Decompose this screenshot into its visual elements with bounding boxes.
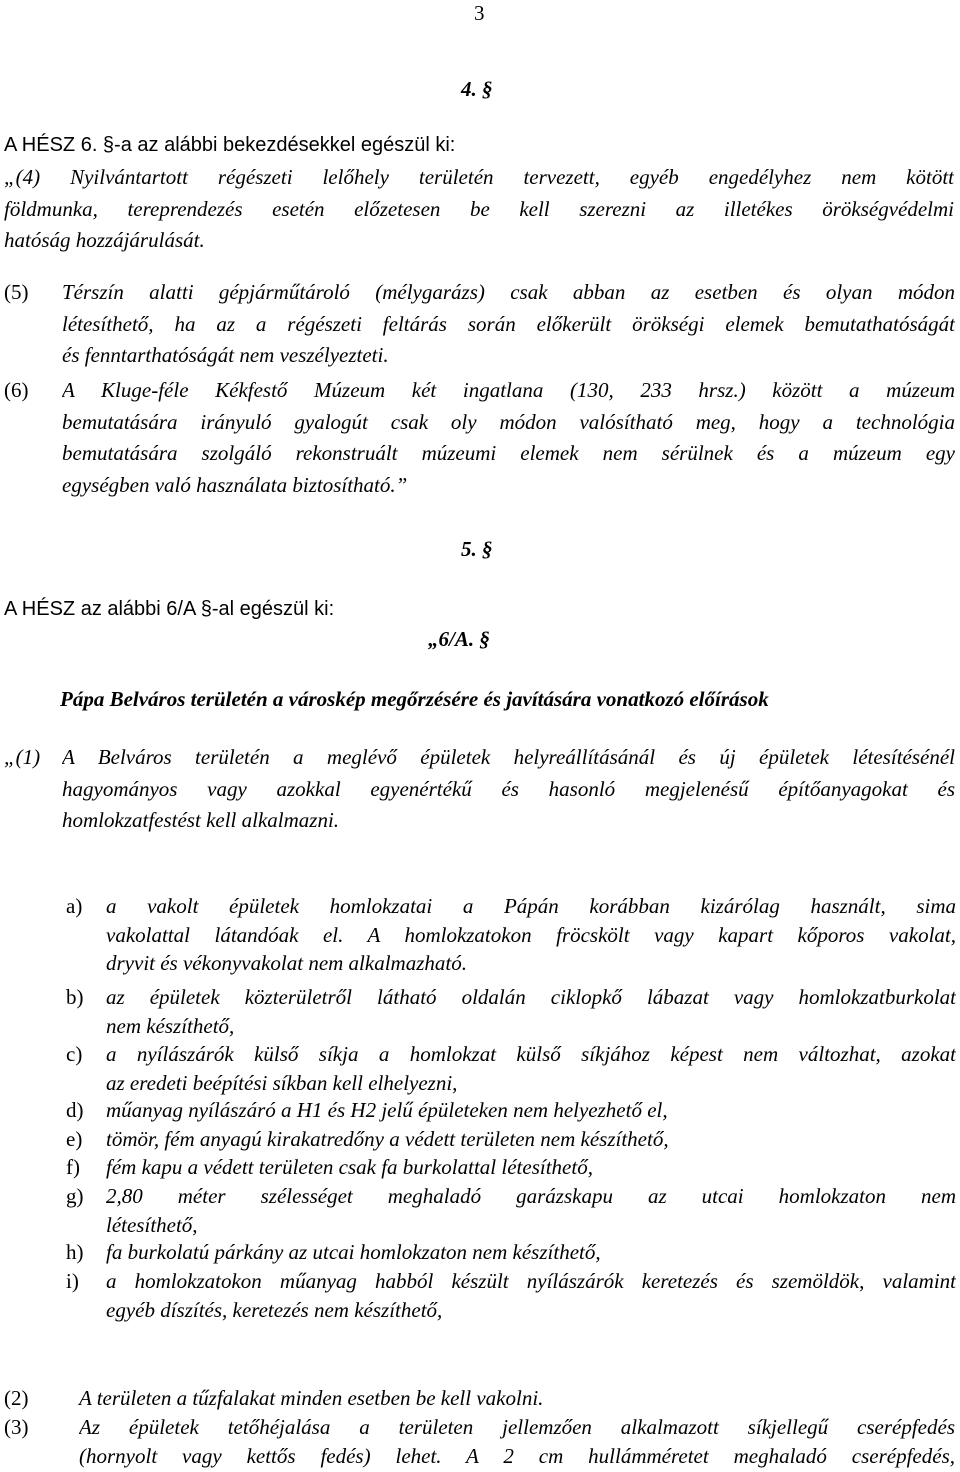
paragraph-6-line: bemutatására irányuló gyalogút csak oly módon valósítható meg, hogy a technológia: [62, 409, 955, 434]
item-letter: i): [66, 1269, 79, 1293]
paragraph-5: [62, 277, 955, 372]
item-letter: h): [66, 1240, 84, 1264]
section-6a-heading: „6/A. §: [428, 627, 490, 651]
list-item-line: létesíthető,: [106, 1212, 198, 1237]
paragraph-4-line: „(4) Nyilvántartott régészeti lelőhely területén tervezett, egyéb engedélyhez nem kötött: [4, 165, 954, 189]
list-item-line: a nyílászárók külső síkja a homlokzat külső síkjához képest nem változhat, azokat: [106, 1042, 956, 1066]
paragraph-3-line: Az épületek tetőhéjalása a területen jellemzően alkalmazott síkjellegű cserépfedés: [79, 1415, 955, 1439]
list-item: [106, 1153, 956, 1182]
list-item: [106, 1125, 956, 1154]
list-item-line: a homlokzatokon műanyag habból készült nyílászárók keretezés és szemöldök, valamint: [106, 1269, 956, 1293]
paragraph-1: [62, 742, 955, 837]
paragraph-4-line: hatóság hozzájárulását.: [4, 228, 205, 252]
paragraph-3: [79, 1413, 955, 1471]
paragraph-4: [4, 162, 954, 257]
paragraph-1-number: „(1): [4, 745, 41, 769]
paragraph-6: [62, 375, 955, 501]
item-letter: c): [66, 1042, 83, 1066]
item-letter: g): [66, 1184, 84, 1208]
paragraph-1-line: homlokzatfestést kell alkalmazni.: [62, 808, 340, 832]
list-item-line: vakolattal látandóak el. A homlokzatokon fröcskölt vagy kapart kőporos vakolat,: [106, 922, 956, 947]
section-4-heading: 4. §: [461, 77, 493, 101]
paragraph-6-line: egységben való használata biztosítható.”: [62, 472, 408, 497]
paragraph-3-number: (3): [4, 1415, 29, 1439]
paragraph-5-line: létesíthető, ha az a régészeti feltárás során előkerült örökségi elemek bemutathatóságát: [62, 311, 955, 336]
paragraph-5-line: Térszín alatti gépjárműtároló (mélygarázs) csak abban az esetben és olyan módon: [62, 280, 955, 304]
list-item-line: műanyag nyílászáró a H1 és H2 jelű épületeken nem helyezhető el,: [106, 1098, 668, 1122]
paragraph-1-line: A Belváros területén a meglévő épületek helyreállításánál és új épületek létesítésénél: [62, 745, 955, 769]
list-item-line: az eredeti beépítési síkban kell elhelyezni,: [106, 1070, 458, 1095]
paragraph-6-line: A Kluge-féle Kékfestő Múzeum két ingatlana (130, 233 hrsz.) között a múzeum: [62, 378, 955, 402]
page-number: 3: [474, 1, 485, 25]
section-5-heading: 5. §: [461, 537, 493, 561]
paragraph-6-line: bemutatására szolgáló rekonstruált múzeumi elemek nem sérülnek és a múzeum egy: [62, 441, 955, 465]
paragraph-5-number: (5): [4, 280, 29, 304]
list-item-line: fém kapu a védett területen csak fa burkolattal létesíthető,: [106, 1155, 593, 1179]
paragraph-3-line: (hornyolt vagy kettős fedés) lehet. A 2 cm hullámméretet meghaladó cserépfedés,: [79, 1444, 955, 1468]
section-6a-title: Pápa Belváros területén a városkép megőrzésére és javítására vonatkozó előírások: [60, 687, 769, 711]
list-item-line: az épületek közterületről látható oldalán ciklopkő lábazat vagy homlokzatburkolat: [106, 985, 956, 1009]
section-5-intro: A HÉSZ az alábbi 6/A §-al egészül ki:: [4, 598, 335, 620]
section-4-intro: A HÉSZ 6. §-a az alábbi bekezdésekkel egészül ki:: [4, 134, 456, 156]
item-letter: d): [66, 1098, 84, 1122]
list-item: [106, 1238, 956, 1267]
item-letter: f): [66, 1155, 80, 1179]
list-item: [106, 983, 956, 1040]
paragraph-5-line: és fenntarthatóságát nem veszélyezteti.: [62, 343, 389, 367]
list-item: [106, 1182, 956, 1239]
list-item: [106, 892, 956, 978]
paragraph-2-number: (2): [4, 1386, 29, 1410]
list-item-line: 2,80 méter szélességet meghaladó garázskapu az utcai homlokzaton nem: [106, 1184, 956, 1208]
item-letter: a): [66, 894, 83, 918]
paragraph-4-line: földmunka, tereprendezés esetén előzetesen be kell szerezni az illetékes örökségvédelmi: [4, 196, 954, 221]
list-item-line: tömör, fém anyagú kirakatredőny a védett területen nem készíthető,: [106, 1127, 669, 1151]
paragraph-1-line: hagyományos vagy azokkal egyenértékű és hasonló megjelenésű építőanyagokat és: [62, 776, 955, 801]
list-item-line: a vakolt épületek homlokzatai a Pápán korábban kizárólag használt, sima: [106, 894, 956, 918]
list-item-line: egyéb díszítés, keretezés nem készíthető,: [106, 1297, 443, 1322]
list-item: [106, 1096, 956, 1125]
paragraph-2: A területen a tűzfalakat minden esetben be kell vakolni.: [79, 1386, 544, 1410]
list-item-line: nem készíthető,: [106, 1013, 235, 1038]
item-letter: e): [66, 1127, 83, 1151]
item-letter: b): [66, 985, 84, 1009]
list-item: [106, 1267, 956, 1324]
list-item-line: fa burkolatú párkány az utcai homlokzaton nem készíthető,: [106, 1240, 601, 1264]
paragraph-6-number: (6): [4, 378, 29, 402]
list-item: [106, 1040, 956, 1097]
list-item-line: dryvit és vékonyvakolat nem alkalmazható.: [106, 951, 467, 975]
